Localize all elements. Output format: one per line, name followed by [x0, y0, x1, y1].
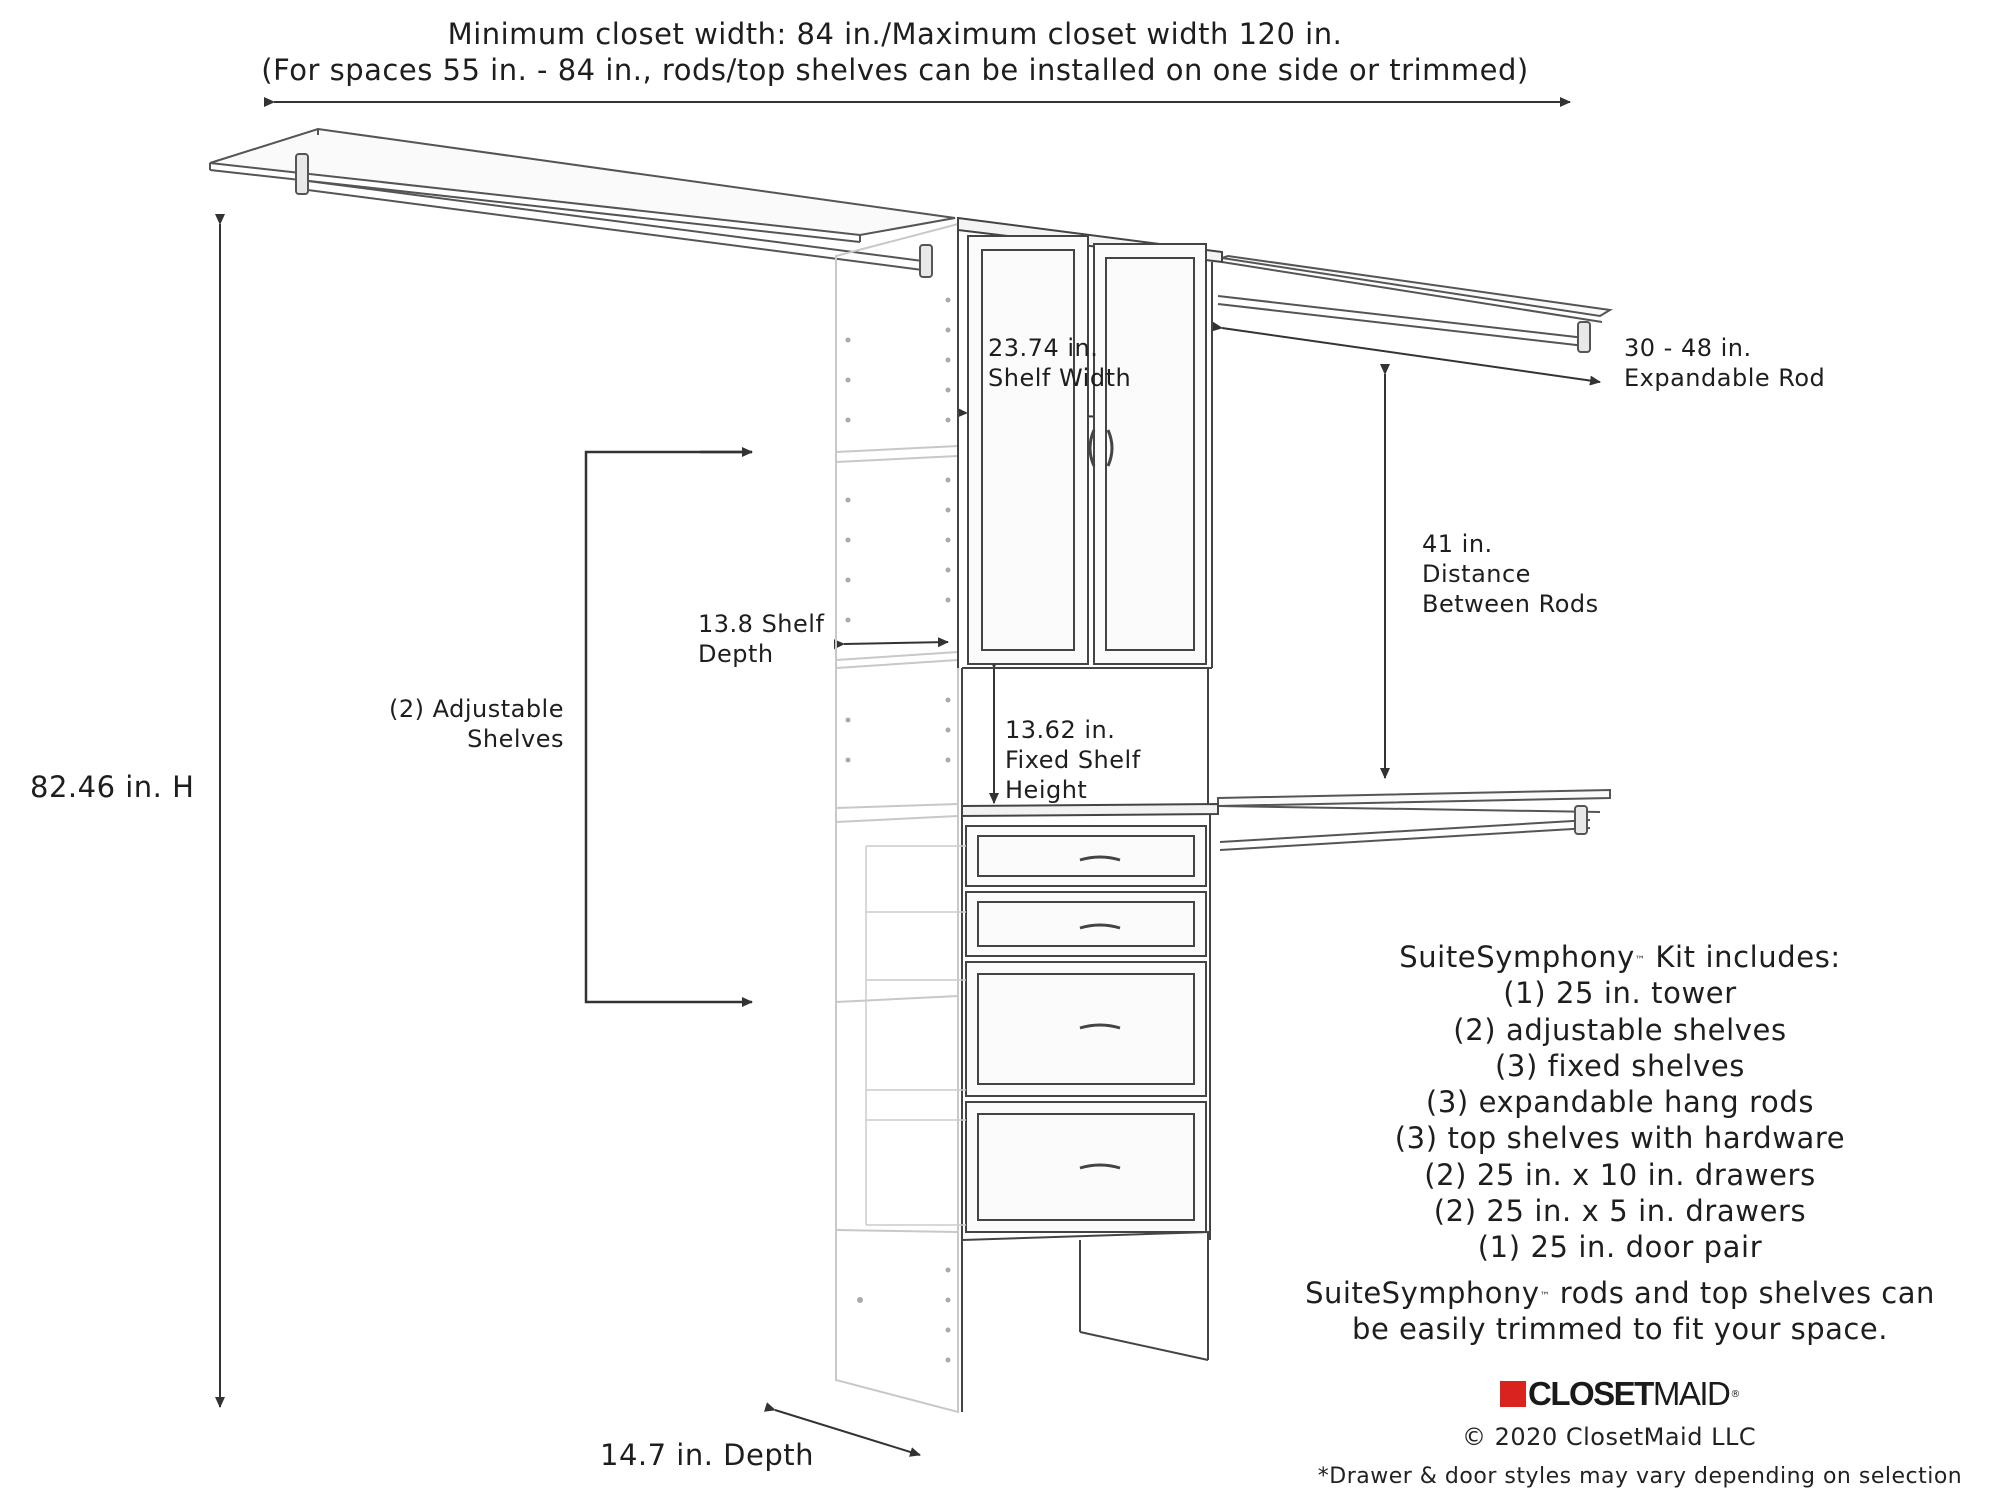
logo-registered: ®: [1730, 1388, 1741, 1400]
distance-between-rods-label: [1422, 529, 1599, 619]
kit-title-tm: ™: [1634, 955, 1646, 966]
kit-item: (2) 25 in. x 5 in. drawers: [1433, 1194, 1807, 1229]
lower-right-shelf: [1218, 790, 1610, 812]
closetmaid-logo: [1500, 1376, 1740, 1412]
adjustable-shelves-label: [360, 694, 564, 754]
drawer-boxes-faint: [866, 846, 966, 1225]
kit-item: (3) top shelves with hardware: [1394, 1121, 1846, 1156]
kit-item: (1) 25 in. door pair: [1477, 1230, 1763, 1265]
tower-left-panel: [836, 224, 958, 1412]
trim-note-brand: SuiteSymphony: [1305, 1276, 1540, 1310]
upper-door-pair: [968, 236, 1206, 664]
distance-between-rods-text2: Between Rods: [1422, 590, 1599, 618]
drawer-small-2: [966, 892, 1206, 956]
disclaimer-note: *Drawer & door styles may vary depending on selection: [1317, 1464, 1963, 1489]
shelf-depth-text1: 13.8 Shelf: [698, 610, 825, 638]
closet-width-line2: (For spaces 55 in. - 84 in., rods/top shelves can be installed on one side or trimmed): [261, 53, 1529, 87]
drawer-large-1: [966, 962, 1206, 1096]
trim-note-line2: be easily trimmed to fit your space.: [1352, 1312, 1888, 1346]
shelf-depth-label: [698, 609, 824, 669]
adjustable-shelves-bracket: [586, 452, 752, 1002]
kit-item: (1) 25 in. tower: [1503, 976, 1737, 1011]
kit-item: (3) fixed shelves: [1494, 1048, 1745, 1083]
adjustable-shelves-text2: Shelves: [467, 725, 564, 753]
shelf-depth-arrow: [844, 642, 948, 644]
expandable-rod-value: 30 - 48 in.: [1624, 334, 1752, 362]
depth-label: 14.7 in. Depth: [600, 1438, 814, 1472]
shelf-depth-text2: Depth: [698, 640, 774, 668]
trim-note: [1265, 1275, 1975, 1347]
adjustable-shelves-text1: (2) Adjustable: [388, 695, 564, 723]
trim-note-rest: rods and top shelves can: [1550, 1276, 1935, 1310]
distance-between-rods-value: 41 in.: [1422, 530, 1493, 558]
kit-item: (3) expandable hang rods: [1425, 1085, 1815, 1120]
logo-word-bold: CLOSET: [1528, 1375, 1653, 1412]
trim-note-line1: [1265, 1275, 1975, 1311]
distance-between-rods-text1: Distance: [1422, 560, 1531, 588]
fixed-shelf-height-text1: Fixed Shelf: [1005, 746, 1141, 774]
kit-item: (2) 25 in. x 10 in. drawers: [1424, 1157, 1816, 1192]
height-label: 82.46 in. H: [30, 770, 195, 804]
logo-word-light: MAID: [1652, 1375, 1730, 1412]
closet-width-label: [190, 16, 1600, 88]
expandable-rod-arrow: [1222, 328, 1600, 382]
kit-item: (2) adjustable shelves: [1453, 1012, 1787, 1047]
kit-title: [1285, 939, 1955, 975]
expandable-rod-text: Expandable Rod: [1624, 364, 1826, 392]
shelf-width-value: 23.74 in.: [988, 334, 1099, 362]
shelf-width-text: Shelf Width: [988, 364, 1132, 392]
expandable-rod-label: [1624, 333, 1825, 393]
kit-title-rest: Kit includes:: [1645, 940, 1841, 974]
logo-red-square-icon: [1500, 1381, 1526, 1407]
fixed-shelf-height-label: [1005, 715, 1141, 805]
lower-right-rod: [1220, 806, 1590, 850]
fixed-shelf-height-text2: Height: [1005, 776, 1088, 804]
shelf-width-label: [988, 333, 1131, 393]
kit-title-brand: SuiteSymphony: [1399, 940, 1635, 974]
trim-note-tm: ™: [1539, 1291, 1551, 1302]
closet-width-line1: Minimum closet width: 84 in./Maximum closet width 120 in.: [447, 17, 1343, 51]
copyright: © 2020 ClosetMaid LLC: [1462, 1423, 1757, 1451]
fixed-shelf-height-value: 13.62 in.: [1005, 716, 1116, 744]
drawer-small-1: [966, 826, 1206, 886]
drawer-large-2: [966, 1102, 1206, 1232]
kit-includes-list: [1285, 939, 1955, 1266]
